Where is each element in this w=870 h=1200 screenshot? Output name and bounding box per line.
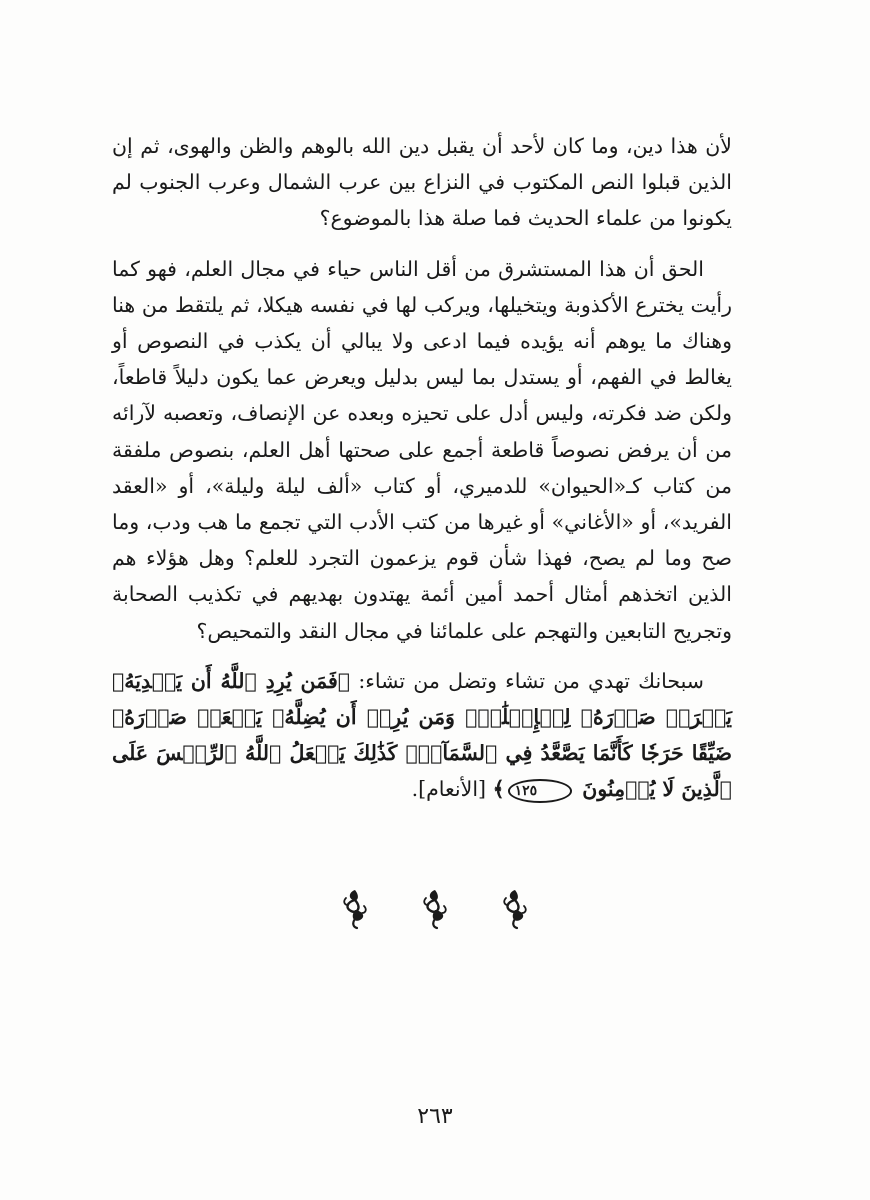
quran-open-bracket: ﴿: [337, 668, 351, 693]
surah-citation: [الأنعام].: [411, 777, 487, 802]
closing-intro: سبحانك تهدي من تشاء وتضل من تشاء:: [358, 668, 704, 693]
ayah-number-mark: ١٢٥: [508, 779, 573, 803]
body-text: [112, 128, 732, 822]
page-number: ٢٦٣: [417, 1104, 453, 1129]
quran-close-bracket: ﴾: [492, 777, 505, 802]
vine-ornament-icon: [338, 886, 372, 930]
vine-ornament-icon: [418, 886, 452, 930]
quran-text: فَمَن يُرِدِ ٱللَّهُ أَن يَهۡدِيَهُۥ يَشۡرَحۡ صَدۡرَهُۥ لِلۡإِسۡلَٰمِۖ وَمَن يُرِدۡ أَن يُضِلَّهُۥ يَجۡعَلۡ صَدۡرَهُۥ ضَيِّقًا حَرَجٗا كَأَنَّمَا يَصَّعَّدُ فِي ٱلسَّمَآءِۚ كَذَٰلِكَ يَجۡعَلُ ٱللَّهُ ٱلرِّجۡسَ عَلَى ٱلَّذِينَ لَا يُؤۡمِنُونَ: [112, 668, 732, 802]
section-ornaments: [0, 886, 870, 930]
paragraph-2: الحق أن هذا المستشرق من أقل الناس حياء في مجال العلم، فهو كما رأيت يخترع الأكذوبة ويتخيلها، ويركب لها في نفسه هيكلا، ثم يلتقط من هنا وهناك ما يوهم أنه يؤيده فيما ادعى ولا يبالي أن يكذب في النصوص أو يغالط في الفهم، أو يستدل بما ليس بدليل ويعرض عما يكون دليلاً قاطعاً، ولكن ضد فكرته، وليس أدل على تحيزه وبعده عن الإنصاف، وتعصبه لآرائه من أن يرفض نصوصاً قاطعة أجمع على صحتها أهل العلم، بنصوص ملفقة من كتاب كـ«الحيوان» للدميري، أو كتاب «ألف ليلة وليلة»، أو «العقد الفريد»، أو «الأغاني» أو غيرها من كتب الأدب التي تجمع ما هب ودب، وما صح وما لم يصح، فهذا شأن قوم يزعمون التجرد للعلم؟ وهل هؤلاء هم الذين اتخذهم أمثال أحمد أمين أئمة يهتدون بهديهم في تكذيب الصحابة وتجريح التابعين والتهجم على علمائنا في مجال النقد والتمحيص؟: [112, 256, 732, 643]
vine-ornament-icon: [498, 886, 532, 930]
closing-paragraph: [112, 663, 732, 808]
paragraph-1: لأن هذا دين، وما كان لأحد أن يقبل دين الله بالوهم والظن والهوى، ثم إن الذين قبلوا النص المكتوب في النزاع بين عرب الشمال وعرب الجنوب لم يكونوا من علماء الحديث فما صلة هذا بالموضوع؟: [112, 134, 732, 231]
